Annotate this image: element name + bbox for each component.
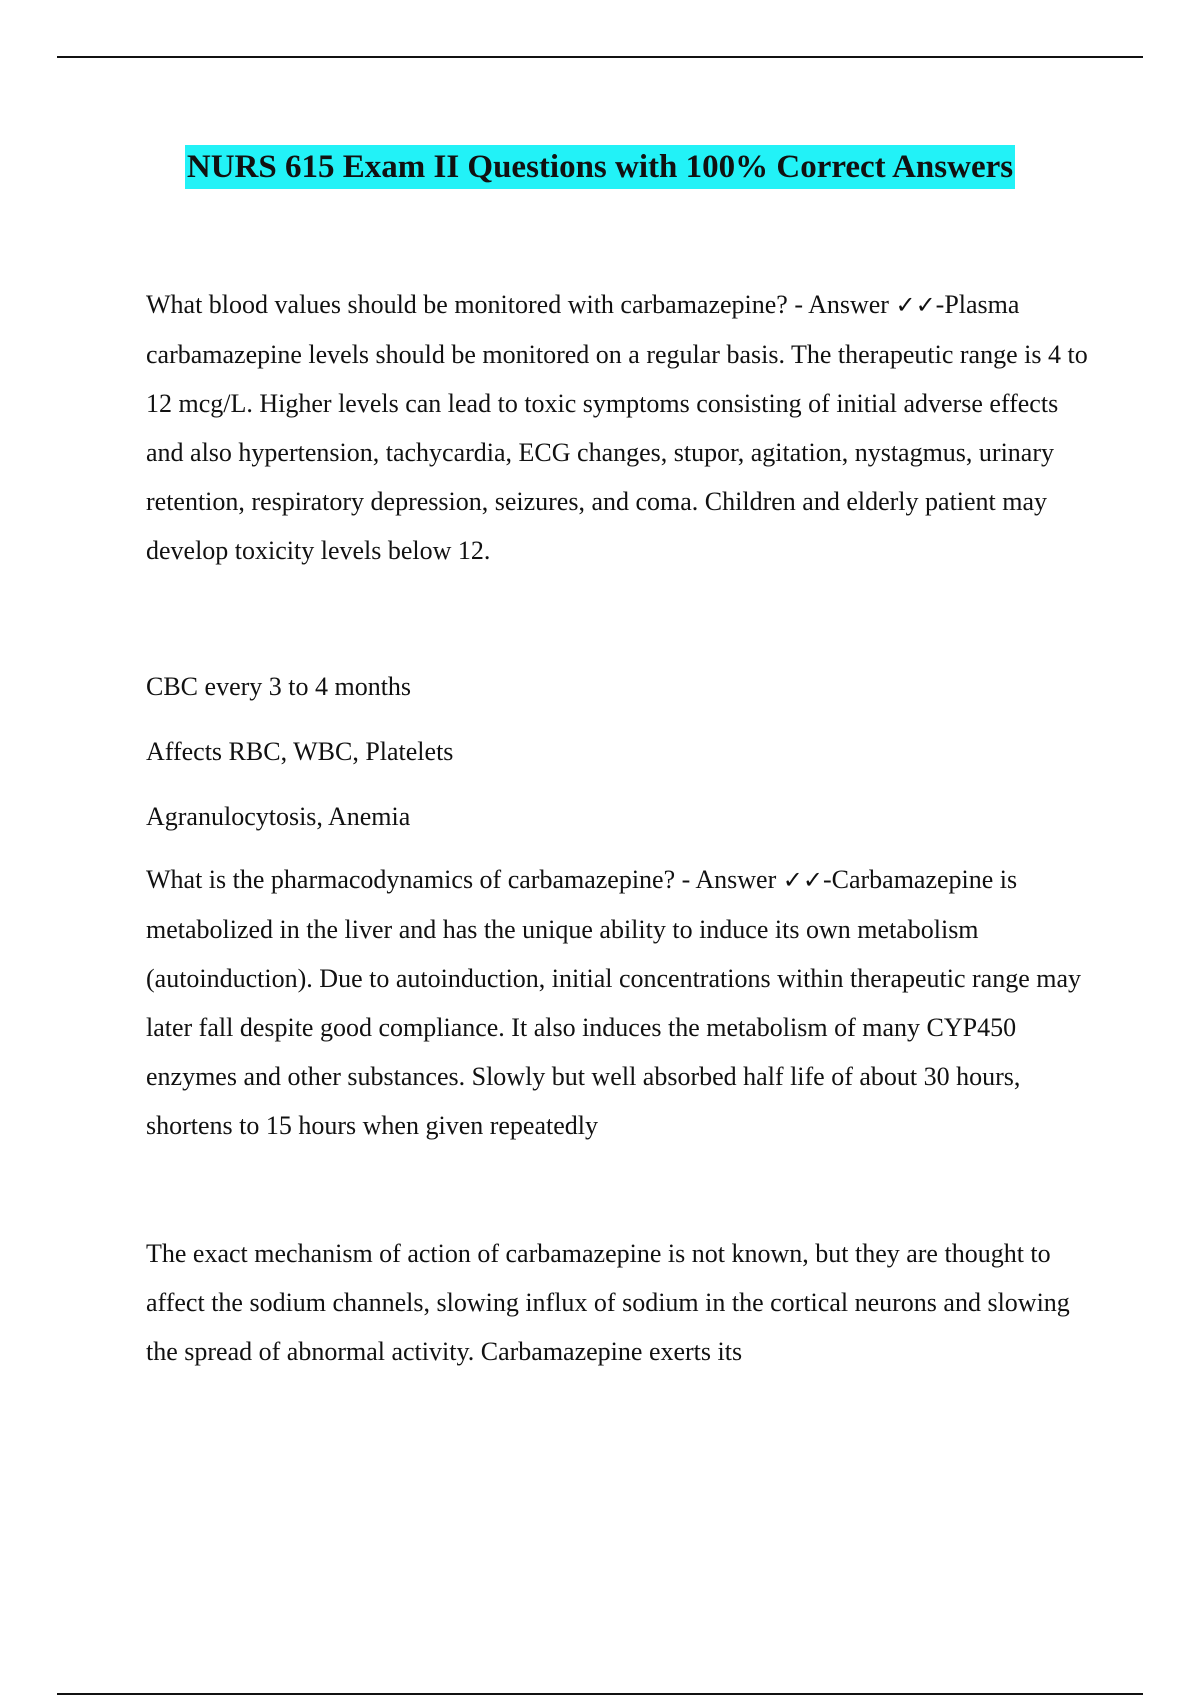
question-block-1: [146, 280, 1096, 575]
paragraph-mechanism: The exact mechanism of action of carbamazepine is not known, but they are thought to affect the sodium channels, slowing influx of sodium in the cortical neurons and slowing the spread of abnormal activity. Carbamazepine exerts its: [146, 1239, 1070, 1366]
answer-1-text: -Plasma carbamazepine levels should be monitored on a regular basis. The therapeutic range is 4 to 12 mcg/L. Higher levels can lead to toxic symptoms consisting of initial adverse effects and also hypertension, tachycardia, ECG changes, stupor, agitation, nystagmus, urinary retention, respiratory depression, seizures, and coma. Children and elderly patient may develop toxicity levels below 12.: [146, 290, 1088, 565]
note-line-1: CBC every 3 to 4 months: [146, 672, 412, 701]
document-body: [146, 280, 1096, 1376]
question-1-text: What blood values should be monitored with carbamazepine? - Answer: [146, 290, 896, 319]
document-title: NURS 615 Exam II Questions with 100% Correct Answers: [185, 145, 1015, 189]
title-container: [0, 145, 1200, 189]
double-check-icon: ✓✓: [782, 866, 823, 894]
note-line-2: Affects RBC, WBC, Platelets: [146, 737, 454, 766]
question-2-text: What is the pharmacodynamics of carbamazepine? - Answer: [146, 865, 783, 894]
question-block-2: [146, 855, 1096, 1150]
bottom-rule: [57, 1693, 1143, 1695]
top-rule: [57, 56, 1143, 58]
answer-2-text: -Carbamazepine is metabolized in the liver and has the unique ability to induce its own metabolism (autoinduction). Due to autoinduction, initial concentrations within therapeutic range may later fall despite good compliance. It also induces the metabolism of many CYP450 enzymes and other substances. Slowly but well absorbed half life of about 30 hours, shortens to 15 hours when given repeatedly: [146, 865, 1082, 1140]
double-check-icon: ✓✓: [895, 291, 936, 319]
note-line-3: Agranulocytosis, Anemia: [146, 802, 411, 831]
